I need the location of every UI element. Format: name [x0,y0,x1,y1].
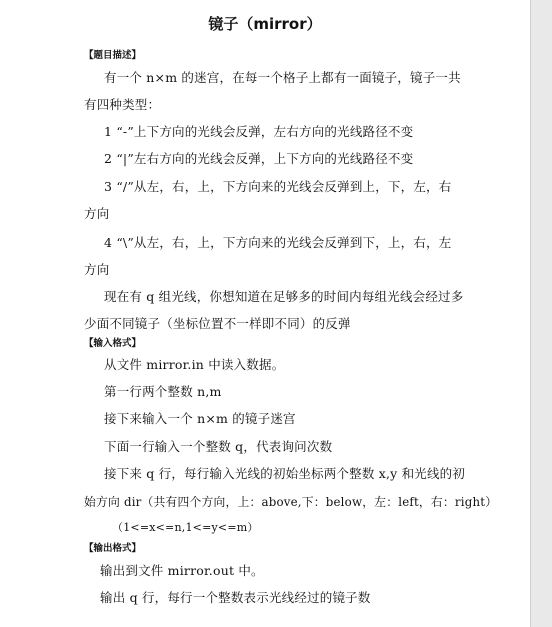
input-line3: 接下来输入一个 n×m 的镜子迷宫 [104,411,296,426]
mirror-type-2: 2 “|”左右方向的光线会反弹，上下方向的光线路径不变 [104,151,414,166]
mirror-type-4-line2: 方向 [84,262,110,277]
description-question-line2: 少面不同镜子（坐标位置不一样即不同）的反弹 [84,316,351,331]
description-intro-line1: 有一个 n×m 的迷宫，在每一个格子上都有一面镜子，镜子一共 [104,70,461,85]
section-heading-input: 【输入格式】 [84,338,142,349]
output-line2: 输出 q 行，每行一个整数表示光线经过的镜子数 [100,590,371,605]
page-title: 镜子（mirror） [208,15,322,33]
input-line1: 从文件 mirror.in 中读入数据。 [104,357,285,372]
mirror-type-4-line1: 4 “\”从左，右，上，下方向来的光线会反弹到下，上，右，左 [104,235,452,250]
scrollbar-track[interactable] [530,0,552,627]
mirror-type-1: 1 “-”上下方向的光线会反弹，左右方向的光线路径不变 [104,124,414,139]
mirror-type-3-line2: 方向 [84,206,110,221]
input-line4: 下面一行输入一个整数 q，代表询问次数 [104,439,333,454]
section-heading-output: 【输出格式】 [84,543,142,554]
section-heading-description: 【题目描述】 [84,50,142,61]
input-line7-constraints: （1<=x<=n,1<=y<=m） [112,521,259,534]
description-question-line1: 现在有 q 组光线，你想知道在足够多的时间内每组光线会经过多 [104,289,464,304]
input-line6: 始方向 dir（共有四个方向，上：above,下：below，左：left，右：right） [84,495,498,509]
mirror-type-3-line1: 3 “/”从左，右，上，下方向来的光线会反弹到上，下，左，右 [104,179,452,194]
input-line5: 接下来 q 行，每行输入光线的初始坐标两个整数 x,y 和光线的初 [104,466,466,481]
input-line2: 第一行两个整数 n,m [104,384,222,399]
description-intro-line2: 有四种类型： [84,97,161,112]
output-line1: 输出到文件 mirror.out 中。 [100,563,264,578]
